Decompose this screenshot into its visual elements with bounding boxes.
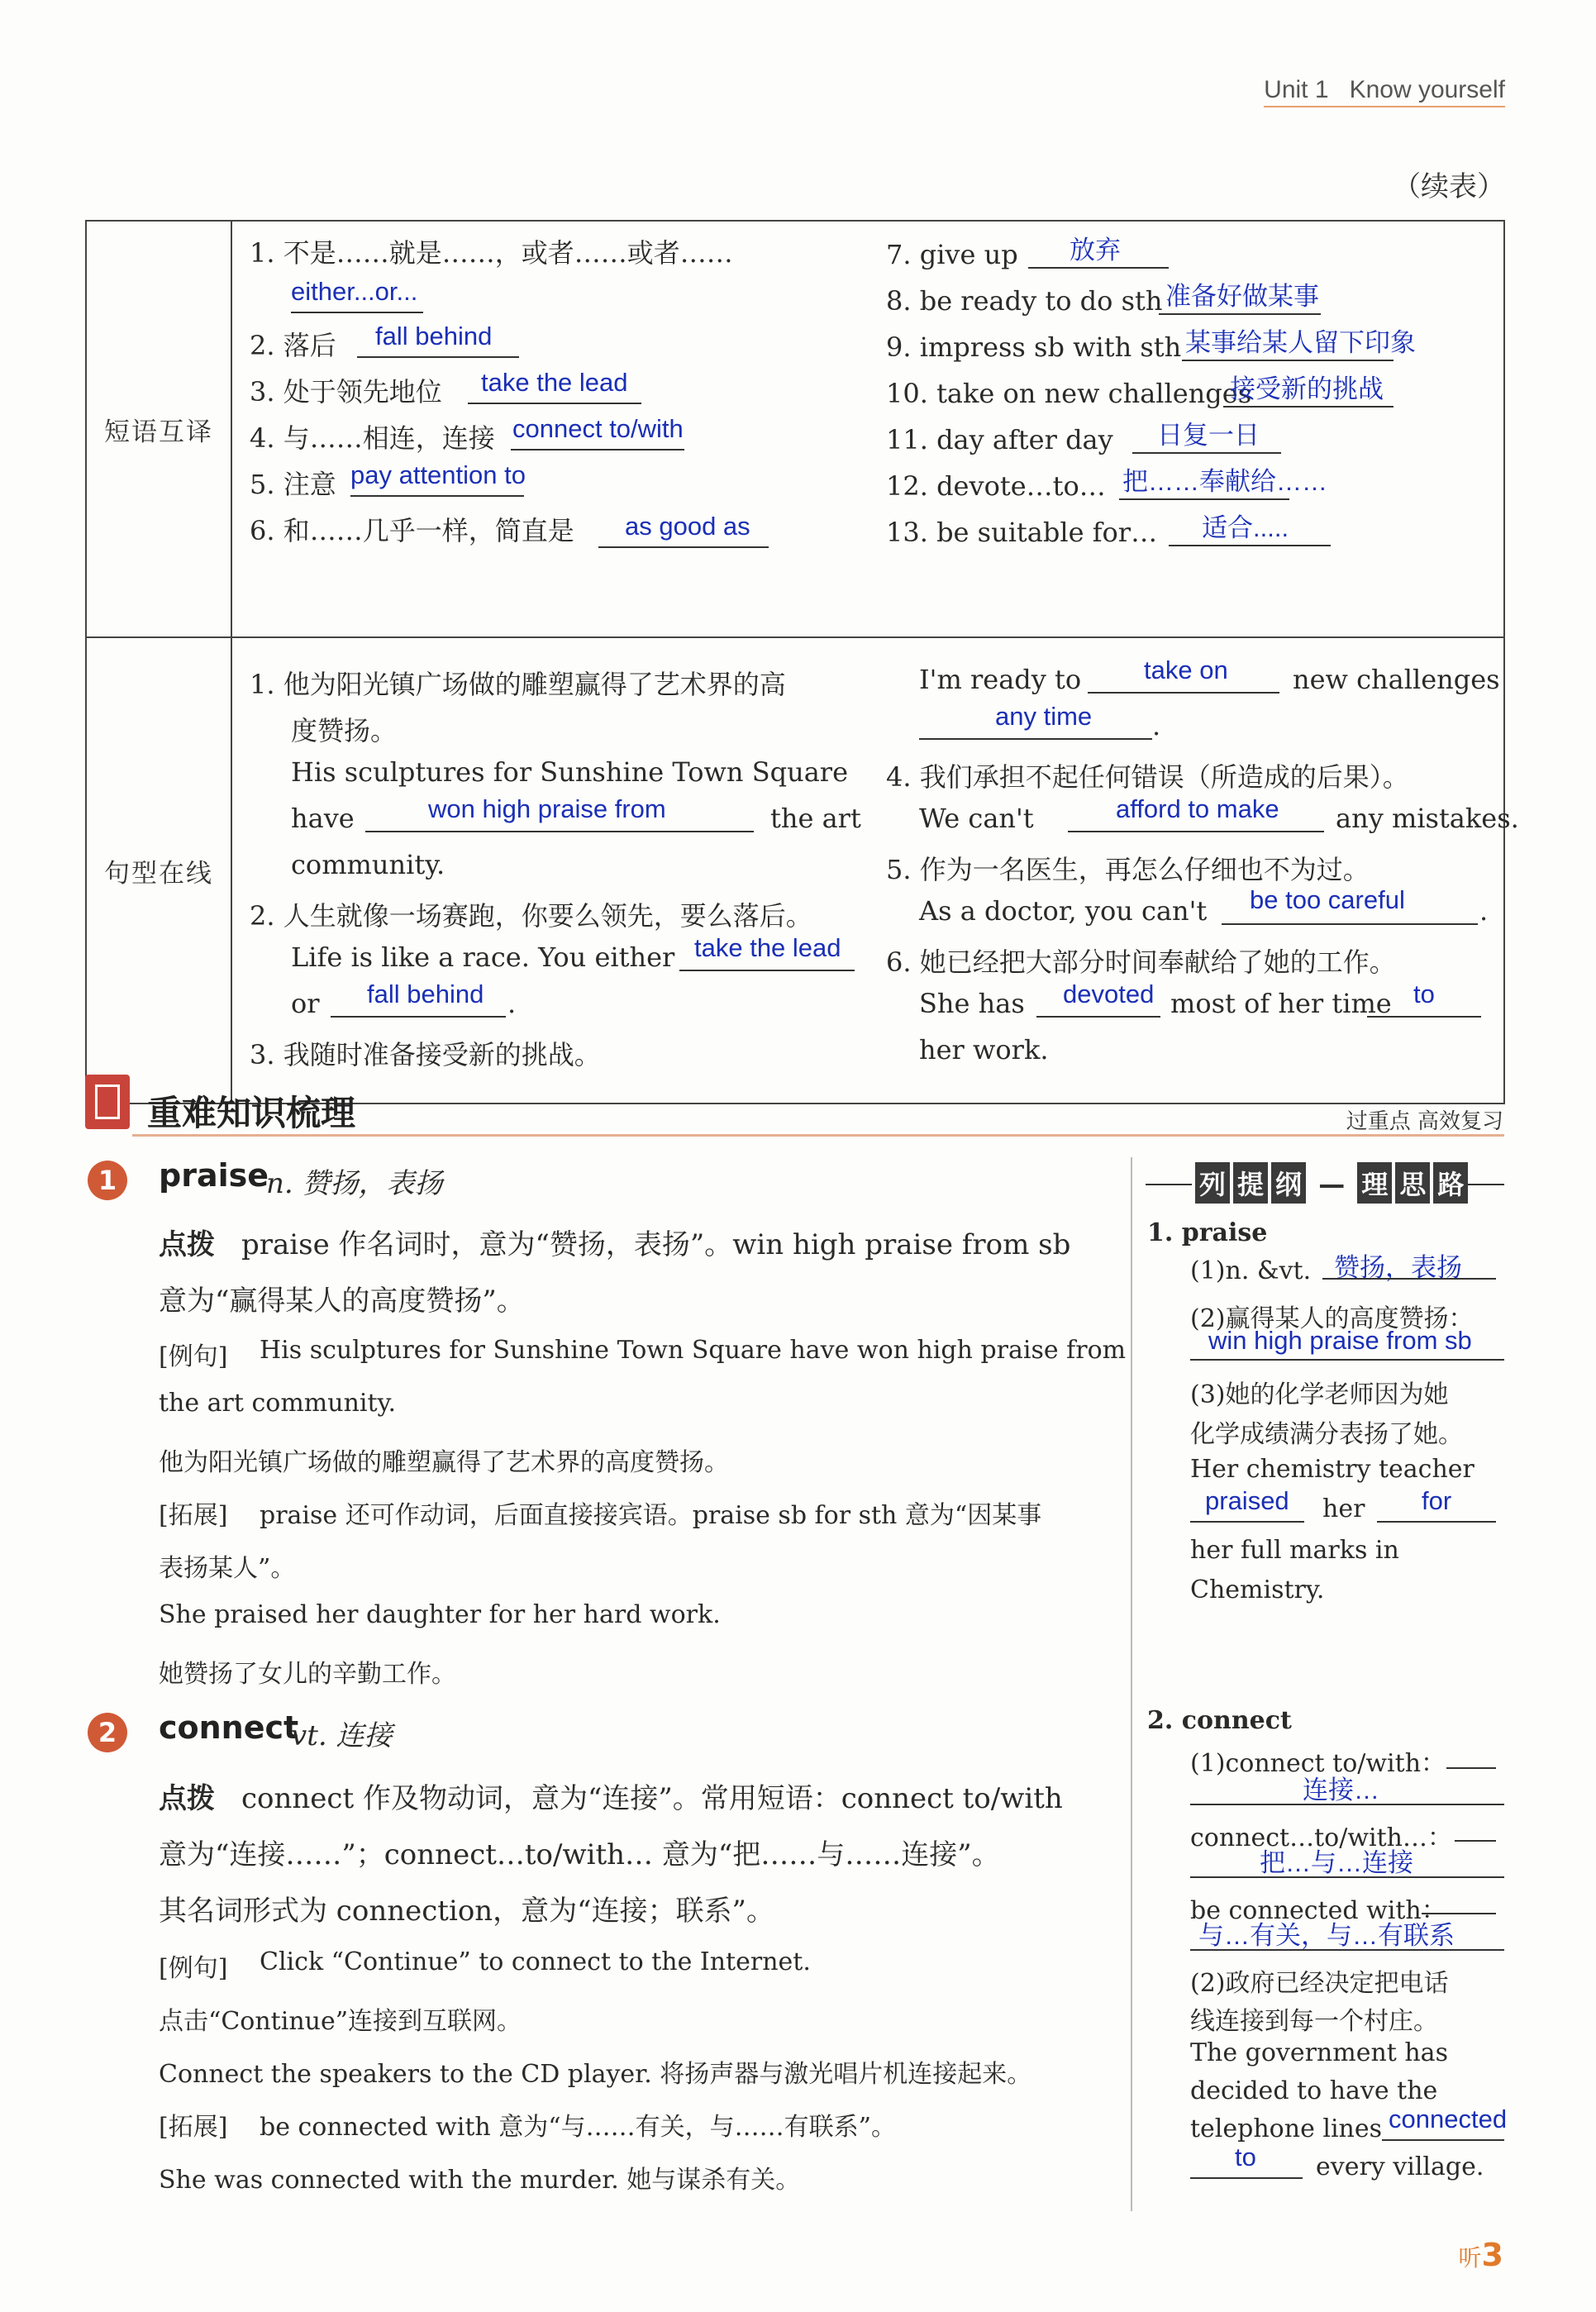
phrase-answer: connect to/with xyxy=(512,414,684,443)
sentence-en: have xyxy=(291,803,355,834)
extension-text: 表扬某人”。 xyxy=(159,1554,296,1583)
phrase-q: 3. 处于领先地位 xyxy=(250,376,442,408)
phrase-answer: 放弃 xyxy=(1070,236,1121,265)
outline-text: telephone lines xyxy=(1190,2114,1383,2143)
example-label: [例句] xyxy=(159,1954,228,1983)
outline-text: be connected with： xyxy=(1190,1896,1446,1925)
period: . xyxy=(1479,895,1489,927)
outline-answer: for xyxy=(1422,1486,1452,1515)
sentence-answer: take on xyxy=(1144,655,1228,684)
part-of-speech: n. 赞扬，表扬 xyxy=(266,1167,443,1200)
outline-text: Her chemistry teacher xyxy=(1190,1455,1475,1484)
sentence-answer: devoted xyxy=(1063,980,1155,1008)
outline-text: (2)政府已经决定把电话 xyxy=(1190,1969,1449,1998)
sentence-cn: 4. 我们承担不起任何错误（所造成的后果）。 xyxy=(886,761,1409,793)
example-en: Connect the speakers to the CD player. 将扬声器与激光唱片机连接起来。 xyxy=(159,2060,1032,2089)
continued-label: （续表） xyxy=(1393,170,1505,203)
phrase-q: 12. devote…to… xyxy=(886,470,1106,502)
outline-text: Chemistry. xyxy=(1190,1575,1325,1604)
sentence-en: or xyxy=(291,988,320,1019)
sentence-answer: be too careful xyxy=(1250,885,1405,914)
sentence-cn: 6. 她已经把大部分时间奉献给了她的工作。 xyxy=(886,946,1396,978)
phrase-answer: 把……奉献给…… xyxy=(1122,467,1327,496)
row-label-sentences: 句型在线 xyxy=(86,637,231,1104)
phrase-answer: 准备好做某事 xyxy=(1165,282,1319,311)
phrase-answer: 某事给某人留下印象 xyxy=(1185,328,1416,357)
column-divider xyxy=(1131,1157,1132,2211)
section-subtitle: 过重点 高效复习 xyxy=(1346,1109,1503,1134)
outline-text: (2)赢得某人的高度赞扬： xyxy=(1190,1304,1474,1333)
tip-label: 点拨 xyxy=(159,1782,215,1815)
phrase-answer: 适合..... xyxy=(1202,513,1289,542)
sentence-en: We can't xyxy=(919,803,1034,834)
tip-text: 其名词形式为 connection，意为“连接；联系”。 xyxy=(159,1895,774,1928)
outline-title: 列 提 纲 — 理 思 路 xyxy=(1195,1162,1471,1204)
sentence-answer: fall behind xyxy=(367,980,484,1008)
sentence-cn: 5. 作为一名医生，再怎么仔细也不为过。 xyxy=(886,854,1370,885)
outline-text: The government has xyxy=(1190,2038,1448,2067)
sentence-cn: 1. 他为阳光镇广场做的雕塑赢得了艺术界的高 xyxy=(250,669,786,700)
part-of-speech: vt. 连接 xyxy=(291,1719,393,1752)
sentence-cn: 度赞扬。 xyxy=(291,715,398,746)
unit-title: Know yourself xyxy=(1349,76,1505,103)
phrase-q: 4. 与……相连，连接 xyxy=(250,422,495,454)
phrase-answer: take the lead xyxy=(481,368,628,397)
outline-text: 线连接到每一个村庄。 xyxy=(1190,2007,1438,2036)
extension-text: praise 还可作动词，后面直接接宾语。praise sb for sth 意为“因某事 xyxy=(260,1501,1042,1530)
example-cn: 点击“Continue”连接到互联网。 xyxy=(159,2007,522,2036)
sentence-answer: to xyxy=(1413,980,1435,1008)
phrase-answer: either...or... xyxy=(291,277,418,306)
phrase-q: 5. 注意 xyxy=(250,469,336,500)
outline-head: 2. connect xyxy=(1147,1706,1292,1735)
tip-text: connect 作及物动词，意为“连接”。常用短语：connect to/with xyxy=(241,1782,1063,1815)
sentence-answer: won high praise from xyxy=(428,794,666,823)
extension-label: [拓展] xyxy=(159,2113,228,2142)
section-divider xyxy=(132,1134,1504,1137)
section-icon xyxy=(85,1075,130,1129)
tip-text: praise 作名词时，意为“赞扬，表扬”。win high praise from sb xyxy=(241,1228,1071,1261)
phrase-q: 6. 和……几乎一样，简直是 xyxy=(250,515,574,546)
phrase-answer: 日复一日 xyxy=(1157,421,1260,450)
phrase-q: 7. give up xyxy=(886,239,1018,270)
sentence-answer: afford to make xyxy=(1116,794,1279,823)
example-en: the art community. xyxy=(159,1389,397,1418)
outline-text: (1)n. &vt. xyxy=(1190,1256,1312,1285)
outline-answer: win high praise from sb xyxy=(1208,1326,1472,1355)
period: . xyxy=(1152,710,1161,741)
outline-answer: praised xyxy=(1205,1486,1289,1515)
outline-answer: 赞扬，表扬 xyxy=(1334,1253,1462,1282)
sentence-en: His sculptures for Sunshine Town Square xyxy=(291,756,849,788)
sentence-answer: any time xyxy=(995,702,1093,731)
phrase-answer: fall behind xyxy=(375,322,493,350)
running-header xyxy=(1264,76,1505,107)
phrase-q: 11. day after day xyxy=(886,424,1113,455)
outline-answer: 与…有关，与…有联系 xyxy=(1198,1921,1455,1950)
phrases-cell xyxy=(231,221,1504,637)
sentence-answer: take the lead xyxy=(694,933,841,962)
outline-text: every village. xyxy=(1316,2152,1484,2181)
tip-text: 意为“赢得某人的高度赞扬”。 xyxy=(159,1285,525,1318)
phrase-q: 10. take on new challenges xyxy=(886,378,1252,409)
outline-answer: 把…与…连接 xyxy=(1260,1848,1413,1877)
extension-example-cn: 她赞扬了女儿的辛勤工作。 xyxy=(159,1660,456,1689)
outline-text: (1)connect to/with： xyxy=(1190,1749,1446,1778)
sentence-en: her work. xyxy=(919,1034,1049,1065)
phrase-answer: pay attention to xyxy=(350,460,526,489)
keyword: connect xyxy=(159,1709,299,1746)
item-number-badge: 2 xyxy=(88,1713,127,1752)
phrase-q: 1. 不是……就是……，或者……或者…… xyxy=(250,237,733,269)
sentence-en: the art xyxy=(770,803,861,834)
outline-answer: to xyxy=(1235,2143,1256,2171)
extension-example: She was connected with the murder. 她与谋杀有关。 xyxy=(159,2166,801,2195)
sentence-en: new challenges xyxy=(1293,664,1500,695)
period: . xyxy=(507,988,517,1019)
sentence-cn: 3. 我随时准备接受新的挑战。 xyxy=(250,1039,601,1070)
tip-label: 点拨 xyxy=(159,1228,215,1261)
outline-answer: 连接… xyxy=(1303,1776,1379,1804)
outline-text: connect…to/with…： xyxy=(1190,1823,1452,1852)
extension-text: be connected with 意为“与……有关，与……有联系”。 xyxy=(260,2113,896,2142)
section-title: 重难知识梳理 xyxy=(147,1093,356,1133)
extension-example-en: She praised her daughter for her hard work. xyxy=(159,1600,721,1629)
phrase-q: 2. 落后 xyxy=(250,330,336,361)
outline-text: decided to have the xyxy=(1190,2076,1438,2105)
outline-text: her xyxy=(1322,1494,1365,1523)
phrase-answer: as good as xyxy=(625,512,750,541)
phrase-q: 9. impress sb with sth xyxy=(886,331,1182,363)
phrase-answer: 接受新的挑战 xyxy=(1230,374,1384,403)
example-en: Click “Continue” to connect to the Internet. xyxy=(260,1947,811,1976)
sentence-en: Life is like a race. You either xyxy=(291,941,675,973)
example-cn: 他为阳光镇广场做的雕塑赢得了艺术界的高度赞扬。 xyxy=(159,1448,729,1477)
sentence-cn: 2. 人生就像一场赛跑，你要么领先，要么落后。 xyxy=(250,900,812,932)
sentences-cell xyxy=(231,637,1519,1104)
example-label: [例句] xyxy=(159,1342,228,1371)
sentence-en: community. xyxy=(291,849,445,880)
phrase-q: 8. be ready to do sth xyxy=(886,285,1163,317)
keyword: praise xyxy=(159,1157,269,1194)
example-en: His sculptures for Sunshine Town Square have won high praise from xyxy=(260,1336,1127,1365)
page-number: 听3 xyxy=(1458,2237,1503,2273)
extension-label: [拓展] xyxy=(159,1501,228,1530)
tip-text: 意为“连接……”；connect…to/with… 意为“把……与……连接”。 xyxy=(159,1838,1000,1871)
review-table xyxy=(85,220,1519,1104)
sentence-en: any mistakes. xyxy=(1336,803,1519,834)
outline-head: 1. praise xyxy=(1147,1218,1268,1247)
outline-answer: connected xyxy=(1389,2105,1508,2133)
sentence-en: I'm ready to xyxy=(919,664,1082,695)
outline-text: 化学成绩满分表扬了她。 xyxy=(1190,1420,1463,1449)
phrase-q: 13. be suitable for… xyxy=(886,517,1158,548)
row-label-phrases: 短语互译 xyxy=(86,221,231,637)
sentence-en: most of her time xyxy=(1170,988,1392,1019)
sentence-en: As a doctor, you can't xyxy=(919,895,1208,927)
outline-text: (3)她的化学老师因为她 xyxy=(1190,1380,1449,1409)
outline-text: her full marks in xyxy=(1190,1536,1399,1565)
item-number-badge: 1 xyxy=(88,1161,127,1200)
unit-label: Unit 1 xyxy=(1264,76,1329,103)
sentence-en: She has xyxy=(919,988,1025,1019)
